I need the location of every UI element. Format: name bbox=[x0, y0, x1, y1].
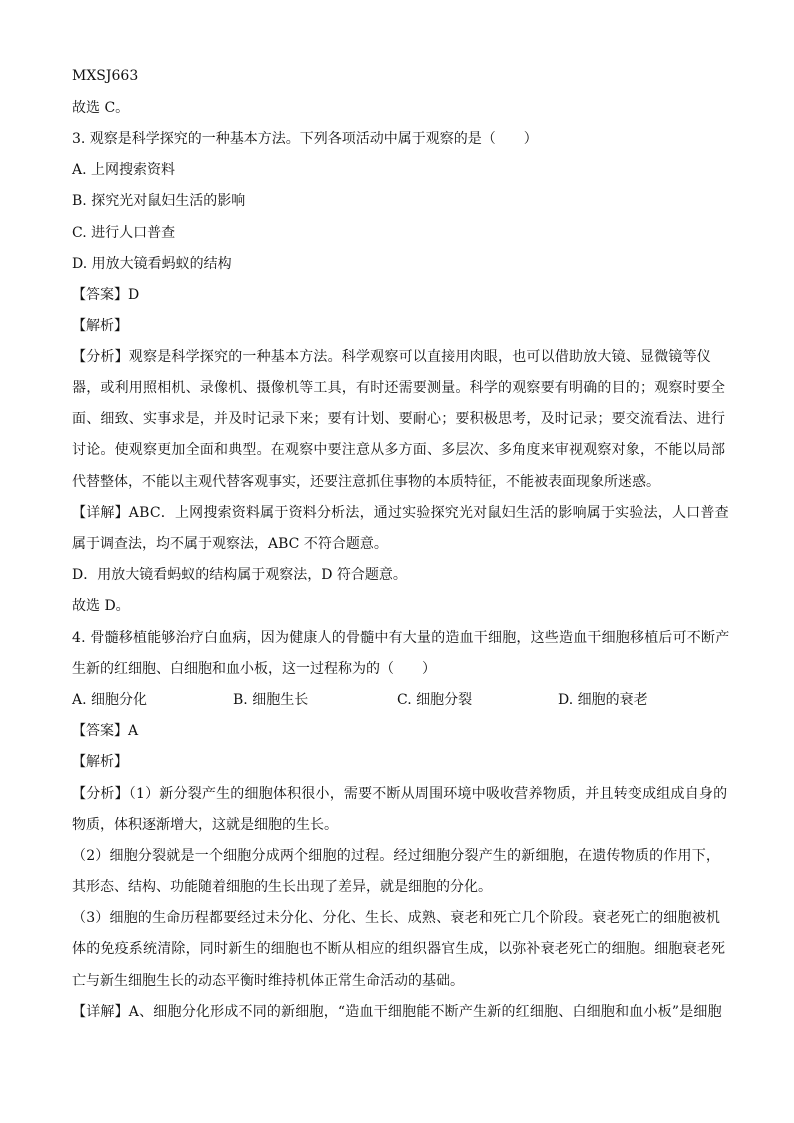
text-line: 讨论。使观察更加全面和典型。在观察中要注意从多方面、多层次、多角度来审视观察对象，不能以局部 bbox=[72, 442, 726, 458]
q4-option-c: C. 细胞分裂 bbox=[397, 692, 473, 708]
text-line: 亡与新生细胞生长的动态平衡时维持机体正常生命活动的基础。 bbox=[72, 973, 464, 989]
q3-option-b: B. 探究光对鼠妇生活的影响 bbox=[72, 193, 246, 209]
text-line: 【详解】ABC．上网搜索资料属于资料分析法，通过实验探究光对鼠妇生活的影响属于实验法，人口普查 bbox=[72, 505, 729, 521]
text-line: 面、细致、实事求是，并及时记录下来；要有计划、要耐心；要积极思考，及时记录；要交流看法、进行 bbox=[72, 411, 726, 427]
header-code: MXSJ663 bbox=[72, 68, 139, 84]
text-line: 物质，体积逐渐增大，这就是细胞的生长。 bbox=[72, 817, 338, 833]
text-line: 器，或利用照相机、录像机、摄像机等工具，有时还需要测量。科学的观察要有明确的目的；观察时要全 bbox=[72, 380, 726, 396]
q4-option-a: A. 细胞分化 bbox=[72, 692, 148, 708]
text-line: D．用放大镜看蚂蚁的结构属于观察法，D 符合题意。 bbox=[72, 567, 407, 583]
question-4-stem: 生新的红细胞、白细胞和血小板，这一过程称为的（ ） bbox=[72, 661, 436, 677]
text-line: 故选 D。 bbox=[72, 598, 130, 614]
q3-option-c: C. 进行人口普查 bbox=[72, 225, 176, 241]
text-line: 【分析】观察是科学探究的一种基本方法。科学观察可以直接用肉眼，也可以借助放大镜、显微镜等仪 bbox=[72, 349, 711, 365]
text-line: （3）细胞的生命历程都要经过未分化、分化、生长、成熟、衰老和死亡几个阶段。衰老死亡的细胞被机 bbox=[72, 910, 721, 926]
q4-option-d: D. 细胞的衰老 bbox=[558, 692, 648, 708]
text-line: 其形态、结构、功能随着细胞的生长出现了差异，就是细胞的分化。 bbox=[72, 879, 492, 895]
text-line: 体的免疫系统清除，同时新生的细胞也不断从相应的组织器官生成，以弥补衰老死亡的细胞。细胞衰老死 bbox=[72, 941, 726, 957]
question-3-stem: 3. 观察是科学探究的一种基本方法。下列各项活动中属于观察的是（ ） bbox=[72, 131, 538, 147]
q3-answer: 【答案】D bbox=[72, 287, 140, 303]
text-line: （2）细胞分裂就是一个细胞分成两个细胞的过程。经过细胞分裂产生的新细胞，在遗传物质的作用下， bbox=[72, 848, 721, 864]
q3-option-a: A. 上网搜索资料 bbox=[72, 162, 176, 178]
text-line: 故选 C。 bbox=[72, 100, 130, 116]
q4-answer: 【答案】A bbox=[72, 723, 139, 739]
text-line: 【分析】（1）新分裂产生的细胞体积很小，需要不断从周围环境中吸收营养物质，并且转变成组成自身的 bbox=[72, 786, 728, 802]
text-line: 代替整体，不能以主观代替客观事实，还要注意抓住事物的本质特征，不能被表面现象所迷惑。 bbox=[72, 474, 660, 490]
question-4-stem: 4. 骨髓移植能够治疗白血病，因为健康人的骨髓中有大量的造血干细胞，这些造血干细胞移植后可不断产 bbox=[72, 630, 730, 646]
q3-analysis-heading: 【解析】 bbox=[72, 318, 128, 334]
q4-option-b: B. 细胞生长 bbox=[233, 692, 309, 708]
text-line: 属于调查法，均不属于观察法，ABC 不符合题意。 bbox=[72, 536, 388, 552]
q3-option-d: D. 用放大镜看蚂蚁的结构 bbox=[72, 256, 232, 272]
q4-analysis-heading: 【解析】 bbox=[72, 754, 128, 770]
text-line: 【详解】A、细胞分化形成不同的新细胞，“造血干细胞能不断产生新的红细胞、白细胞和血小板”是细胞 bbox=[72, 1004, 722, 1020]
